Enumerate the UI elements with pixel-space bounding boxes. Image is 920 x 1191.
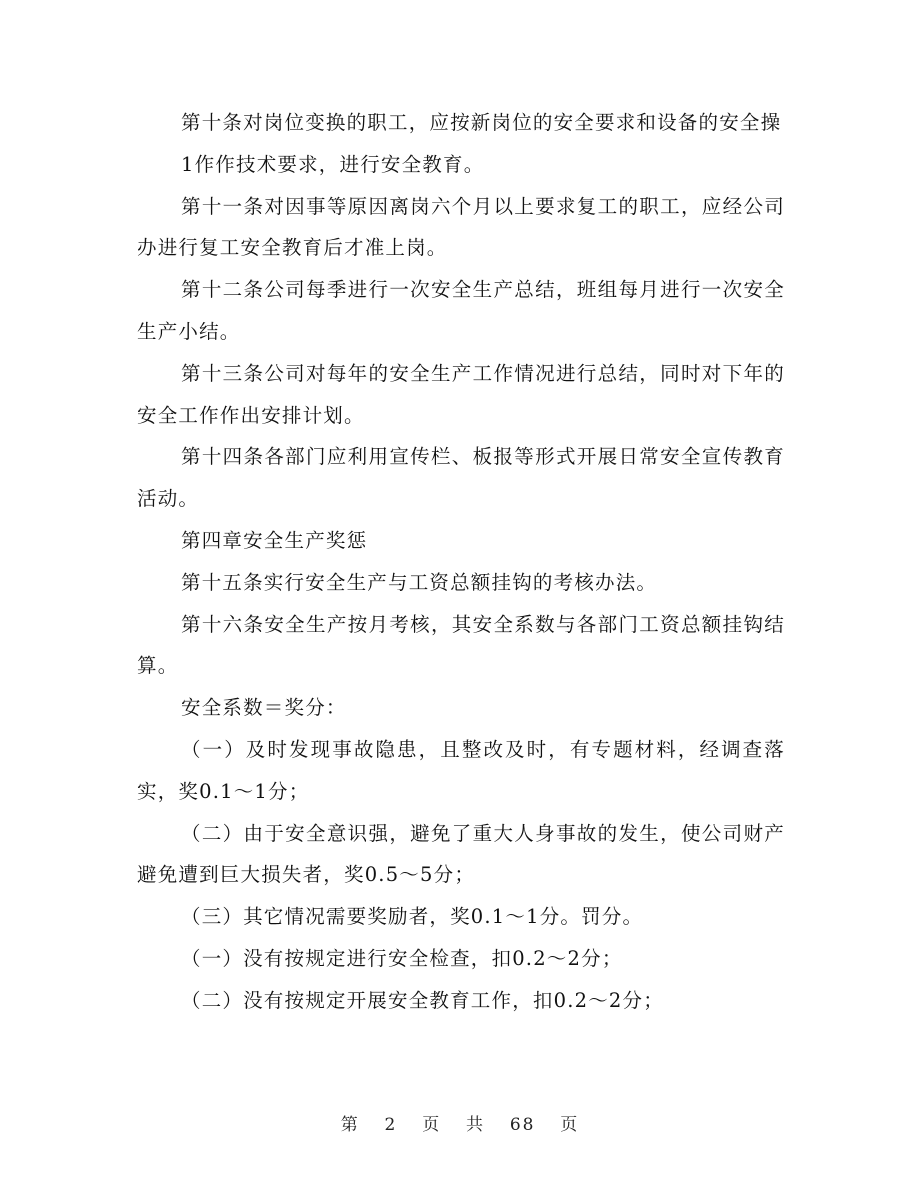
footer-page-word: 页 xyxy=(422,1115,442,1135)
paragraph: 安全系数＝奖分： xyxy=(181,696,347,720)
paragraph: 第十三条公司对每年的安全生产工作情况进行总结，同时对下年的安全工作作出安排计划。 xyxy=(137,361,785,427)
total-pages-number: 68 xyxy=(509,1115,536,1135)
chapter-heading: 第四章安全生产奖惩 xyxy=(181,528,368,552)
footer-prefix: 第 xyxy=(340,1115,360,1135)
footer-total-word: 共 xyxy=(466,1115,485,1135)
paragraph: 第十六条安全生产按月考核，其安全系数与各部门工资总额挂钩结算。 xyxy=(137,612,785,678)
paragraph: （三）其它情况需要奖励者，奖0.1～1分。罚分。 xyxy=(181,905,644,929)
paragraph: 第十五条实行安全生产与工资总额挂钩的考核办法。 xyxy=(181,570,658,594)
current-page-number: 2 xyxy=(384,1115,398,1135)
paragraph: （二）没有按规定开展安全教育工作，扣0.2～2分； xyxy=(181,988,664,1012)
paragraph: 第十二条公司每季进行一次安全生产总结，班组每月进行一次安全生产小结。 xyxy=(137,278,785,343)
paragraph: （一）没有按规定进行安全检查，扣0.2～2分； xyxy=(181,946,623,970)
paragraph: 第十四条各部门应利用宣传栏、板报等形式开展日常安全宣传教育活动。 xyxy=(137,445,785,511)
paragraph: 1作作技术要求，进行安全教育。 xyxy=(181,152,485,176)
paragraph: 第十一条对因事等原因离岗六个月以上要求复工的职工，应经公司办进行复工安全教育后才准上岗。 xyxy=(137,194,785,260)
paragraph: （一）及时发现事故隐患，且整改及时，有专题材料，经调查落实，奖0.1～1分； xyxy=(137,737,785,803)
page-footer xyxy=(0,1110,920,1135)
footer-suffix: 页 xyxy=(560,1115,580,1135)
paragraph: （二）由于安全意识强，避免了重大人身事故的发生，使公司财产避免遭到巨大损失者，奖0.5～5分； xyxy=(137,821,785,887)
paragraph: 第十条对岗位变换的职工，应按新岗位的安全要求和设备的安全操 xyxy=(181,111,782,134)
document-body xyxy=(137,102,785,1022)
